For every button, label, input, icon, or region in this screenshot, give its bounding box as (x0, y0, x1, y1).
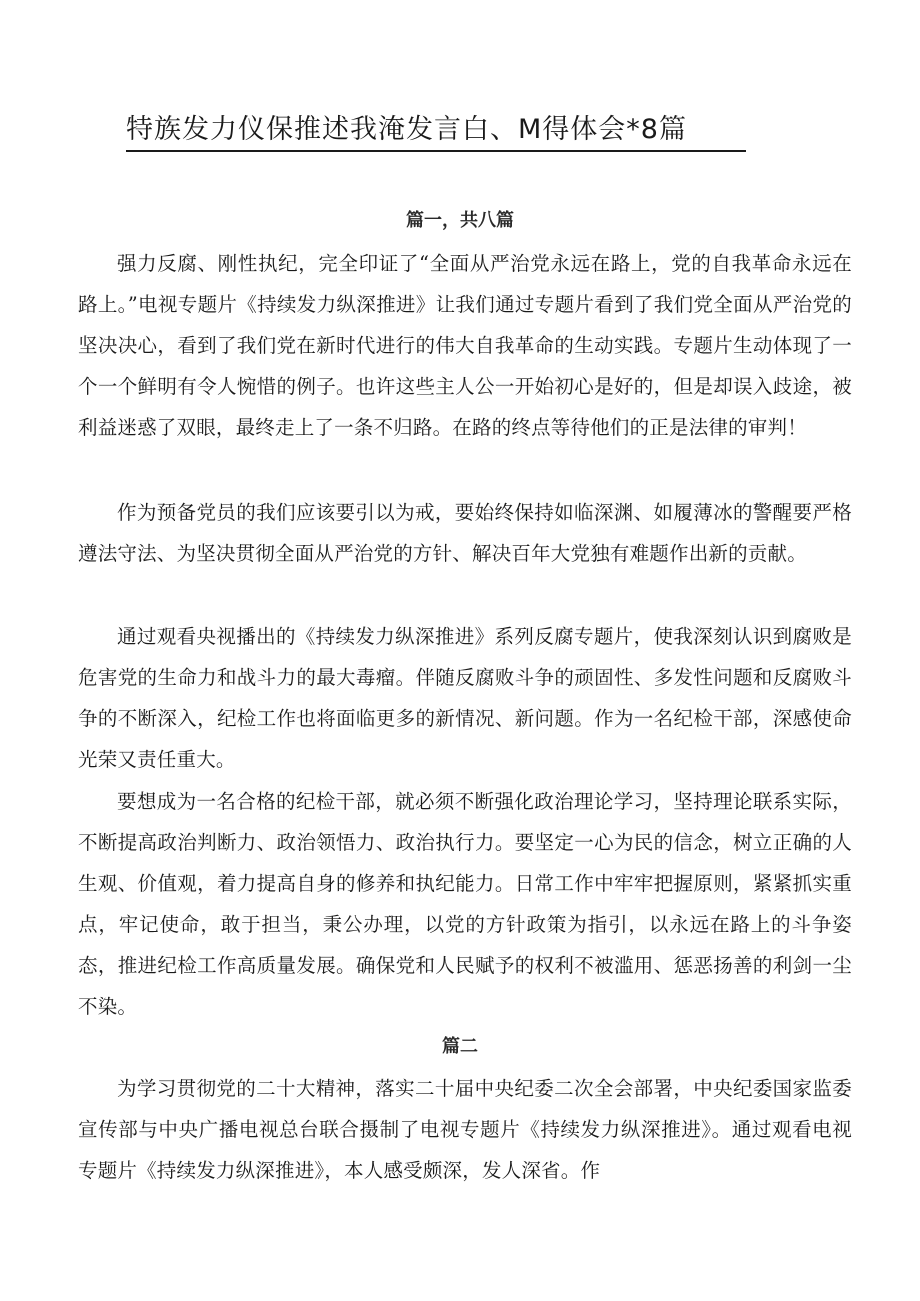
paragraph: 为学习贯彻党的二十大精神，落实二十届中央纪委二次全会部署，中央纪委国家监委宣传部与中央广播电视总台联合摄制了电视专题片《持续发力纵深推进》。通过观看电视专题片《持续发力纵深推进》，本人感受颇深，发人深省。作 (78, 1077, 852, 1182)
paragraph: 要想成为一名合格的纪检干部，就必须不断强化政治理论学习，坚持理论联系实际，不断提高政治判断力、政治领悟力、政治执行力。要坚定一心为民的信念，树立正确的人生观、价值观，着力提高自身的修养和执纪能力。日常工作中牢牢把握原则，紧紧抓实重点，牢记使命，敢于担当，秉公办理，以党的方针政策为指引，以永远在路上的斗争姿态，推进纪检工作高质量发展。确保党和人民赋予的权利不被滥用、惩恶扬善的利剑一尘不染。 (78, 790, 852, 1018)
paragraph: 强力反腐、刚性执纪，完全印证了“全面从严治党永远在路上，党的自我革命永远在路上。”电视专题片《持续发力纵深推进》让我们通过专题片看到了我们党全面从严治党的坚决决心，看到了我们党在新时代进行的伟大自我革命的生动实践。专题片生动体现了一个一个鲜明有令人惋惜的例子。也许这些主人公一开始初心是好的，但是却误入歧途，被利益迷惑了双眼，最终走上了一条不归路。在路的终点等待他们的正是法律的审判！ (78, 252, 852, 439)
section-heading-2: 篇二 (442, 1036, 478, 1057)
document-title: 特族发力仪保推述我淹发言白、M得体会*8篇 (126, 110, 746, 152)
paragraph: 作为预备党员的我们应该要引以为戒，要始终保持如临深渊、如履薄冰的警醒要严格遵法守法、为坚决贯彻全面从严治党的方针、解决百年大党独有难题作出新的贡献。 (78, 501, 852, 565)
section-heading-1: 篇一，共八篇 (406, 210, 514, 231)
paragraph: 通过观看央视播出的《持续发力纵深推进》系列反腐专题片，使我深刻认识到腐败是危害党的生命力和战斗力的最大毒瘤。伴随反腐败斗争的顽固性、多发性问题和反腐败斗争的不断深入，纪检工作也将面临更多的新情况、新问题。作为一名纪检干部，深感使命光荣又责任重大。 (78, 625, 852, 771)
